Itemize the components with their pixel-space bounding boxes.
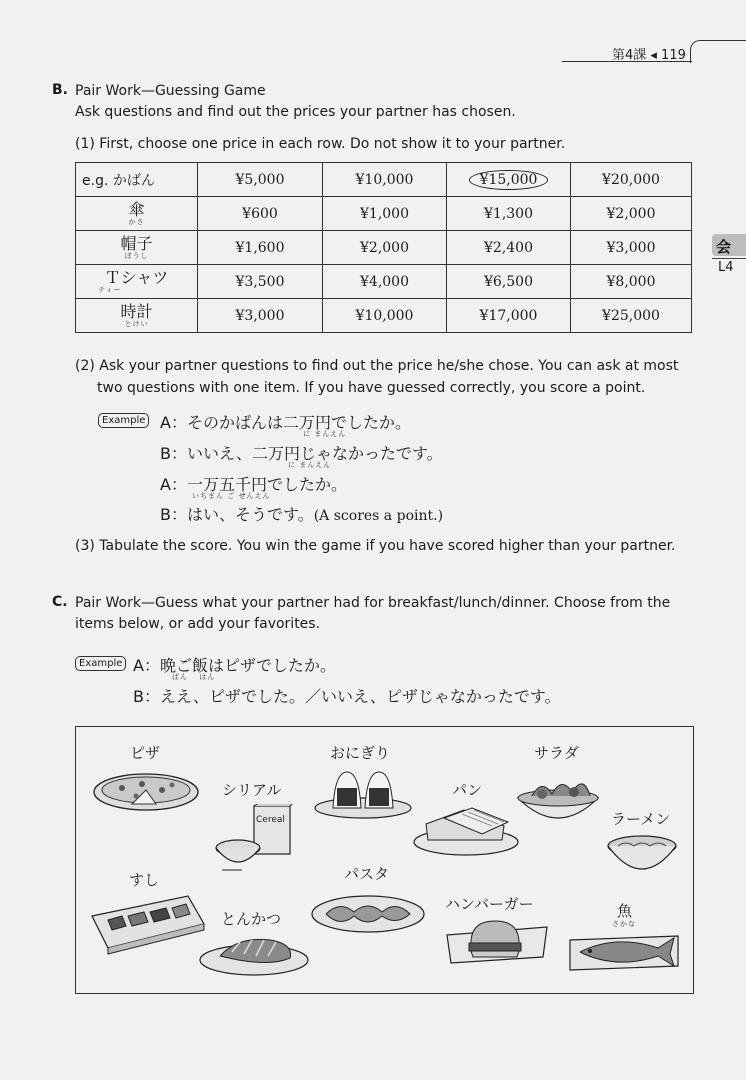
price-cell <box>198 231 323 265</box>
ruby: いちまん ご せんえん <box>192 492 271 500</box>
food-label-hamburger: ハンバーガー <box>445 895 534 913</box>
price-value: ¥6,500 <box>484 273 533 290</box>
side-tab-level: L4 <box>718 260 734 275</box>
price-value: ¥8,000 <box>606 273 656 290</box>
food-label-sushi: すし <box>129 871 160 889</box>
example-note: (A scores a point.) <box>313 508 444 524</box>
price-value: ¥5,000 <box>235 171 285 188</box>
section-b-subtitle: Ask questions and find out the prices your partner has chosen. <box>75 104 516 120</box>
item-furigana: かさ <box>128 218 145 226</box>
price-value: ¥17,000 <box>479 307 538 324</box>
fish-illustration <box>566 930 682 974</box>
item-label: e.g. かばん <box>82 172 155 189</box>
speaker: B： <box>160 444 187 463</box>
example-text: 一万五千円でしたか。 <box>186 475 347 494</box>
tonkatsu-illustration <box>198 930 310 978</box>
ruby: に まんえん <box>288 461 332 469</box>
item-cell <box>76 163 198 197</box>
food-label-bread: パン <box>452 781 483 799</box>
price-table <box>75 162 692 333</box>
pizza-illustration <box>92 768 200 814</box>
price-cell <box>447 299 571 333</box>
price-value: ¥1,000 <box>360 205 409 222</box>
side-tab-kanji: 会 <box>716 238 732 256</box>
price-value: ¥2,000 <box>360 239 409 256</box>
speaker: B： <box>133 687 160 706</box>
pasta-illustration <box>310 890 426 936</box>
example-badge: Example <box>98 413 149 428</box>
item-furigana: ティー <box>98 286 122 294</box>
price-value: ¥10,000 <box>355 307 414 324</box>
price-value: ¥1,300 <box>484 205 533 222</box>
example-text: はい、そうです。 <box>186 505 314 524</box>
item-furigana: とけい <box>124 320 149 328</box>
price-cell <box>323 163 447 197</box>
food-label-pizza: ピザ <box>130 744 161 762</box>
item-label: 傘 <box>128 200 145 219</box>
speaker: B： <box>160 505 187 524</box>
food-label-ramen: ラーメン <box>611 810 671 828</box>
price-cell <box>323 299 447 333</box>
price-cell <box>571 231 692 265</box>
price-value: ¥25,000 <box>602 307 660 324</box>
price-value: ¥1,600 <box>235 239 285 256</box>
ramen-illustration <box>604 832 680 884</box>
price-cell <box>571 299 692 333</box>
food-label-onigiri: おにぎり <box>330 744 391 762</box>
price-cell <box>198 163 323 197</box>
table-row <box>76 197 692 231</box>
item-label: Ｔシャツ <box>104 268 169 287</box>
section-c-line2: items below, or add your favorites. <box>75 616 321 632</box>
table-row <box>76 299 692 333</box>
section-b-step1: (1) First, choose one price in each row. Do not show it to your partner. <box>75 136 566 152</box>
example-line <box>160 410 411 433</box>
bread-illustration <box>412 800 520 858</box>
section-b-step2-line2: two questions with one item. If you have guessed correctly, you score a point. <box>97 380 646 396</box>
example-line <box>133 653 336 676</box>
item-cell <box>76 197 198 231</box>
speaker: A： <box>160 475 187 494</box>
price-cell <box>447 163 571 197</box>
section-c-line1: Pair Work—Guess what your partner had for breakfast/lunch/dinner. Choose from the <box>75 595 671 611</box>
price-cell <box>323 231 447 265</box>
sushi-illustration <box>88 890 208 956</box>
cereal-box-text: Cereal <box>256 815 285 825</box>
price-value: ¥10,000 <box>355 171 414 188</box>
price-cell <box>447 231 571 265</box>
circled-price: ¥15,000 <box>469 170 549 190</box>
ruby: に まんえん <box>303 430 347 438</box>
price-cell <box>571 265 692 299</box>
price-value: ¥3,000 <box>606 239 656 256</box>
table-row <box>76 231 692 265</box>
price-cell <box>447 265 571 299</box>
item-label: 帽子 <box>120 234 153 253</box>
speaker: A： <box>160 413 187 432</box>
food-furigana-fish: さかな <box>612 920 636 928</box>
price-value: ¥2,000 <box>606 205 656 222</box>
price-cell <box>198 299 323 333</box>
section-b-step3: (3) Tabulate the score. You win the game if you have scored higher than your partner. <box>75 538 676 554</box>
section-b-step2-line1: (2) Ask your partner questions to find out the price he/she chose. You can ask at most <box>75 358 679 374</box>
price-cell <box>198 265 323 299</box>
example-line <box>133 684 561 707</box>
table-row <box>76 265 692 299</box>
ruby: ばん はん <box>172 673 216 681</box>
header-corner <box>690 40 746 63</box>
item-label: 時計 <box>120 302 153 321</box>
price-cell <box>571 197 692 231</box>
food-label-cereal: シリアル <box>222 781 282 799</box>
salad-illustration <box>512 768 604 828</box>
price-value: ¥2,400 <box>484 239 533 256</box>
price-value: ¥3,500 <box>235 273 285 290</box>
price-cell <box>447 197 571 231</box>
price-value: ¥4,000 <box>360 273 409 290</box>
item-furigana: ぼうし <box>124 252 149 260</box>
item-cell <box>76 231 198 265</box>
example-text: ええ、ピザでした。／いいえ、ピザじゃなかったです。 <box>159 687 561 706</box>
price-cell <box>571 163 692 197</box>
price-cell <box>323 265 447 299</box>
lesson-page-number: 第4課 ◂ 119 <box>612 48 686 63</box>
item-cell <box>76 265 198 299</box>
price-value: ¥20,000 <box>602 171 660 188</box>
food-label-fish: 魚 <box>617 902 633 920</box>
section-b-title: Pair Work—Guessing Game <box>75 83 266 99</box>
price-value: ¥3,000 <box>235 307 285 324</box>
example-text: そのかばんは二万円でしたか。 <box>186 413 411 432</box>
section-b-letter: B. <box>52 82 68 98</box>
food-label-tonkatsu: とんかつ <box>221 910 282 928</box>
side-tab-divider <box>712 258 746 259</box>
onigiri-illustration <box>313 768 413 820</box>
price-cell <box>198 197 323 231</box>
example-text: 晩ご飯はピザでしたか。 <box>159 656 336 675</box>
table-row <box>76 163 692 197</box>
food-label-pasta: パスタ <box>344 865 390 883</box>
example-line <box>160 502 443 525</box>
example-badge: Example <box>75 656 126 671</box>
price-cell <box>323 197 447 231</box>
food-label-salad: サラダ <box>534 744 579 762</box>
section-c-letter: C. <box>52 594 68 610</box>
price-value: ¥600 <box>242 205 278 222</box>
item-cell <box>76 299 198 333</box>
example-text: いいえ、二万円じゃなかったです。 <box>186 444 443 463</box>
speaker: A： <box>133 656 160 675</box>
hamburger-illustration <box>443 915 551 967</box>
